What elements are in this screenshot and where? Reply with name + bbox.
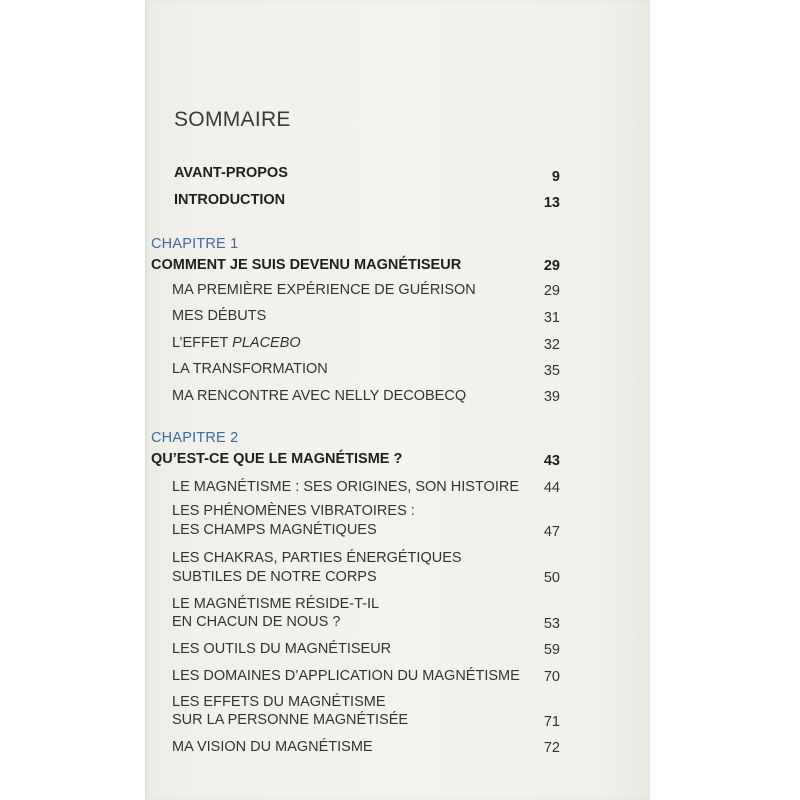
toc-entry: LES CHAKRAS, PARTIES ÉNERGÉTIQUES — [172, 550, 462, 566]
toc-entry: LES EFFETS DU MAGNÉTISME — [172, 694, 386, 710]
toc-entry: MES DÉBUTS — [172, 308, 267, 324]
toc-page-number: 59 — [543, 642, 560, 658]
chapter-1-label: CHAPITRE 1 — [151, 236, 239, 252]
toc-page-number: 29 — [543, 258, 560, 274]
toc-frontmatter-avant-propos: AVANT-PROPOS — [174, 165, 288, 181]
toc-entry: SUR LA PERSONNE MAGNÉTISÉE — [172, 712, 409, 728]
chapter-2-label: CHAPITRE 2 — [151, 430, 239, 446]
chapter-1-title: COMMENT JE SUIS DEVENU MAGNÉTISEUR — [151, 257, 462, 273]
toc-page-number: 50 — [543, 570, 560, 586]
toc-entry: LE MAGNÉTISME : SES ORIGINES, SON HISTOIRE — [172, 479, 519, 495]
toc-entry: EN CHACUN DE NOUS ? — [172, 614, 341, 630]
toc-page-number: 13 — [543, 195, 560, 211]
chapter-2-title: QU’EST-CE QUE LE MAGNÉTISME ? — [151, 451, 403, 467]
toc-entry-italic-text: PLACEBO — [232, 335, 301, 351]
toc-entry: LES OUTILS DU MAGNÉTISEUR — [172, 641, 392, 657]
toc-page-number: 44 — [543, 480, 560, 496]
toc-page-number: 47 — [543, 524, 560, 540]
toc-entry: LES CHAMPS MAGNÉTIQUES — [172, 522, 377, 538]
toc-entry: LES DOMAINES D’APPLICATION DU MAGNÉTISME — [172, 668, 520, 684]
toc-entry — [172, 336, 301, 351]
toc-entry: MA RENCONTRE AVEC NELLY DECOBECQ — [172, 388, 467, 404]
toc-page-number: 53 — [543, 616, 560, 632]
toc-entry: LE MAGNÉTISME RÉSIDE-T-IL — [172, 596, 380, 612]
toc-entry: LES PHÉNOMÈNES VIBRATOIRES : — [172, 503, 415, 519]
toc-entry: MA PREMIÈRE EXPÉRIENCE DE GUÉRISON — [172, 282, 476, 298]
toc-page-number: 9 — [551, 169, 560, 185]
toc-entry: SUBTILES DE NOTRE CORPS — [172, 569, 377, 585]
toc-entry: LA TRANSFORMATION — [172, 361, 328, 377]
toc-page-number: 31 — [543, 310, 560, 326]
toc-page-number: 70 — [543, 669, 560, 685]
toc-frontmatter-introduction: INTRODUCTION — [174, 192, 286, 208]
toc-entry-text: L’EFFET — [172, 335, 233, 351]
toc-page-number: 71 — [543, 714, 560, 730]
toc-page-number: 32 — [543, 337, 560, 353]
toc-page-number: 72 — [543, 740, 560, 756]
toc-entry: MA VISION DU MAGNÉTISME — [172, 739, 373, 755]
toc-page-number: 35 — [543, 363, 560, 379]
page-title: SOMMAIRE — [174, 108, 291, 131]
toc-page-number: 43 — [543, 453, 560, 469]
toc-page-number: 39 — [543, 389, 560, 405]
toc-page-number: 29 — [543, 283, 560, 299]
book-page — [145, 0, 650, 800]
